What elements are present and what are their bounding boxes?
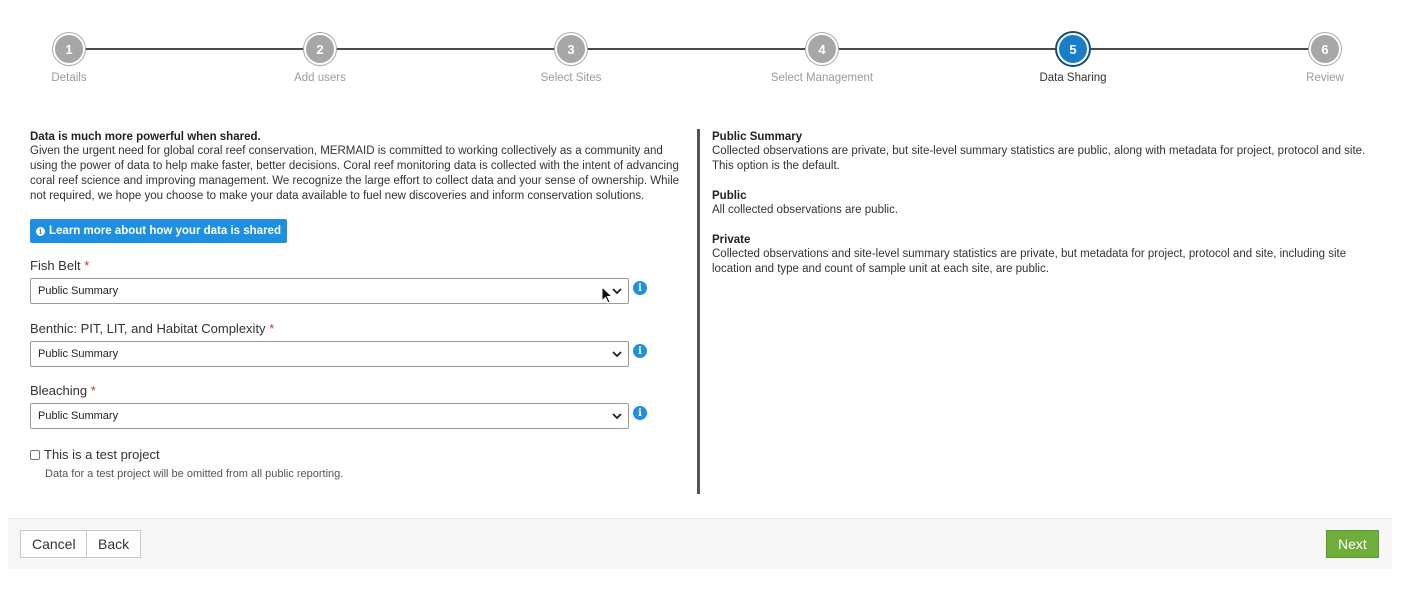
step-data-sharing[interactable] [1013, 33, 1133, 84]
chevron-down-icon [611, 348, 623, 360]
column-divider [697, 129, 700, 494]
option-text: Collected observations are private, but site-level summary statistics are public, along with metadata for project, protocol and site. This option is the default. [712, 145, 1366, 172]
required-mark: * [84, 258, 90, 273]
option-private [712, 233, 1372, 277]
info-icon: i [36, 227, 45, 236]
field-label-text: Bleaching [30, 383, 88, 398]
stepper-line [69, 48, 1325, 50]
bleaching-info-icon[interactable]: i [633, 406, 647, 420]
step-number: 3 [555, 33, 587, 65]
cancel-button[interactable]: Cancel [20, 530, 88, 558]
option-title: Public Summary [712, 131, 803, 143]
benthic-label [30, 321, 274, 336]
step-number: 1 [53, 33, 85, 65]
step-label: Details [51, 72, 87, 84]
step-select-sites[interactable] [511, 33, 631, 84]
step-label: Select Management [770, 72, 874, 84]
benthic-info-icon[interactable]: i [633, 344, 647, 358]
intro-title: Data is much more powerful when shared. [30, 131, 261, 143]
bleaching-select[interactable] [30, 403, 629, 429]
test-project-checkbox[interactable] [30, 450, 40, 460]
step-number: 4 [806, 33, 838, 65]
select-value: Public Summary [38, 410, 119, 422]
footer-bar [8, 518, 1392, 569]
fish-belt-select[interactable] [30, 278, 629, 304]
fish-belt-label [30, 258, 89, 273]
sharing-options-help [712, 130, 1372, 292]
test-project-label[interactable]: This is a test project [44, 447, 160, 462]
step-number: 6 [1309, 33, 1341, 65]
step-add-users[interactable] [260, 33, 380, 84]
intro-text: Given the urgent need for global coral reef conservation, MERMAID is committed to working collectively as a community and using the power of data to help make faster, better decisions. Coral reef monitoring data is collected with the intent of advancing coral reef science and improving management. We recognize the large effort to collect data and your sense of ownership. While not required, we hope you choose to make your data available to fuel new discoveries and inform conservation solutions. [30, 145, 680, 202]
field-label-text: Benthic: PIT, LIT, and Habitat Complexity [30, 321, 266, 336]
learn-more-button[interactable] [30, 219, 287, 243]
progress-stepper [0, 0, 1401, 100]
step-select-management[interactable] [762, 33, 882, 84]
step-label: Select Sites [540, 72, 602, 84]
option-title: Private [712, 234, 751, 246]
step-number: 2 [304, 33, 336, 65]
next-button[interactable]: Next [1326, 530, 1379, 558]
step-label: Review [1306, 72, 1344, 84]
option-text: All collected observations are public. [712, 204, 899, 216]
option-public [712, 189, 1372, 218]
chevron-down-icon [611, 410, 623, 422]
option-title: Public [712, 190, 747, 202]
required-mark: * [90, 383, 96, 398]
test-project-row [30, 447, 160, 462]
learn-more-label: Learn more about how your data is shared [49, 225, 281, 237]
mouse-cursor-icon [601, 286, 613, 304]
fish-belt-info-icon[interactable]: i [633, 281, 647, 295]
select-value: Public Summary [38, 285, 119, 297]
step-details[interactable] [9, 33, 129, 84]
step-number: 5 [1057, 33, 1089, 65]
bleaching-label [30, 383, 96, 398]
step-label: Data Sharing [1039, 72, 1107, 84]
required-mark: * [269, 321, 275, 336]
step-label: Add users [294, 72, 346, 84]
step-review[interactable] [1265, 33, 1385, 84]
option-text: Collected observations and site-level summary statistics are private, but metadata for project, protocol and site, including site location and type and count of sample unit at each site, are public. [712, 248, 1347, 275]
benthic-select[interactable] [30, 341, 629, 367]
back-button[interactable]: Back [86, 530, 141, 558]
option-public-summary [712, 130, 1372, 174]
select-value: Public Summary [38, 348, 119, 360]
field-label-text: Fish Belt [30, 258, 81, 273]
data-sharing-form [30, 130, 690, 480]
test-project-help: Data for a test project will be omitted from all public reporting. [45, 468, 344, 480]
